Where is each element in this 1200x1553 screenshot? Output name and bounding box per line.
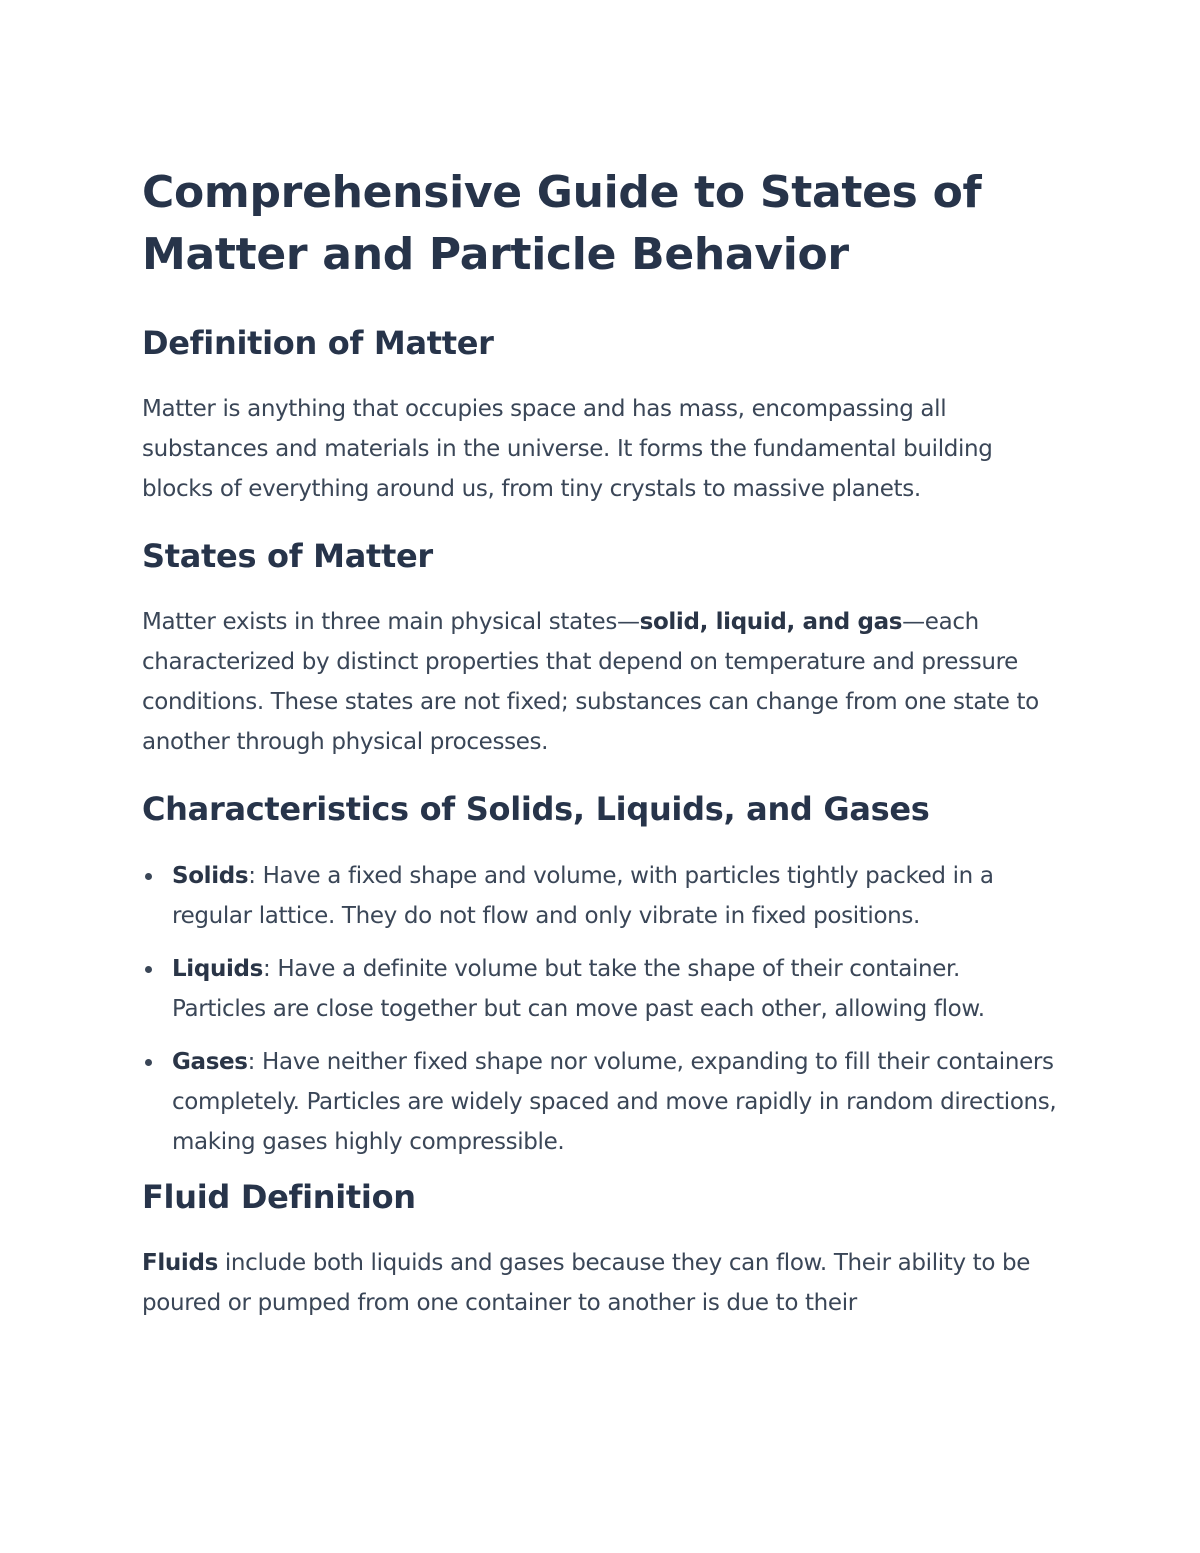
list-item-gases bbox=[142, 1042, 1058, 1162]
fluid-term: Fluids bbox=[142, 1250, 218, 1276]
list-text: : Have neither fixed shape nor volume, expanding to fill their containers completely. Particles are widely spaced and move rapidly in random directions, making gases highly compressible. bbox=[172, 1049, 1057, 1155]
characteristics-list bbox=[142, 856, 1058, 1162]
section-heading-fluid: Fluid Definition bbox=[142, 1178, 416, 1216]
list-term: Gases bbox=[172, 1049, 248, 1075]
list-item-solids bbox=[142, 856, 1058, 936]
section-heading-characteristics: Characteristics of Solids, Liquids, and Gases bbox=[142, 790, 930, 828]
list-text: : Have a definite volume but take the shape of their container. Particles are close together but can move past each other, allowing flow. bbox=[172, 956, 985, 1022]
section-heading-definition: Definition of Matter bbox=[142, 324, 494, 362]
paragraph-fluid bbox=[142, 1243, 1058, 1323]
fluid-text: include both liquids and gases because they can flow. Their ability to be poured or pumped from one container to another is due to their bbox=[142, 1250, 1031, 1316]
bullet-icon bbox=[145, 966, 152, 973]
list-term: Liquids bbox=[172, 956, 263, 982]
section-heading-states: States of Matter bbox=[142, 537, 433, 575]
states-text-before: Matter exists in three main physical states— bbox=[142, 609, 640, 635]
paragraph-states bbox=[142, 602, 1058, 762]
list-term: Solids bbox=[172, 863, 249, 889]
document-title: Comprehensive Guide to States of Matter and Particle Behavior bbox=[142, 167, 982, 280]
list-text: : Have a fixed shape and volume, with particles tightly packed in a regular lattice. They do not flow and only vibrate in fixed positions. bbox=[172, 863, 994, 929]
bullet-icon bbox=[145, 1059, 152, 1066]
list-item-liquids bbox=[142, 949, 1058, 1029]
document-page bbox=[142, 162, 1058, 1323]
paragraph-definition: Matter is anything that occupies space and has mass, encompassing all substances and materials in the universe. It forms the fundamental building blocks of everything around us, from tiny crystals to massive planets. bbox=[142, 396, 993, 502]
bullet-icon bbox=[145, 873, 152, 880]
states-bold-list: solid, liquid, and gas bbox=[639, 609, 903, 635]
states-text-after: —each characterized by distinct properties that depend on temperature and pressure conditions. These states are not fixed; substances can change from one state to another through physical processes. bbox=[142, 609, 1039, 755]
